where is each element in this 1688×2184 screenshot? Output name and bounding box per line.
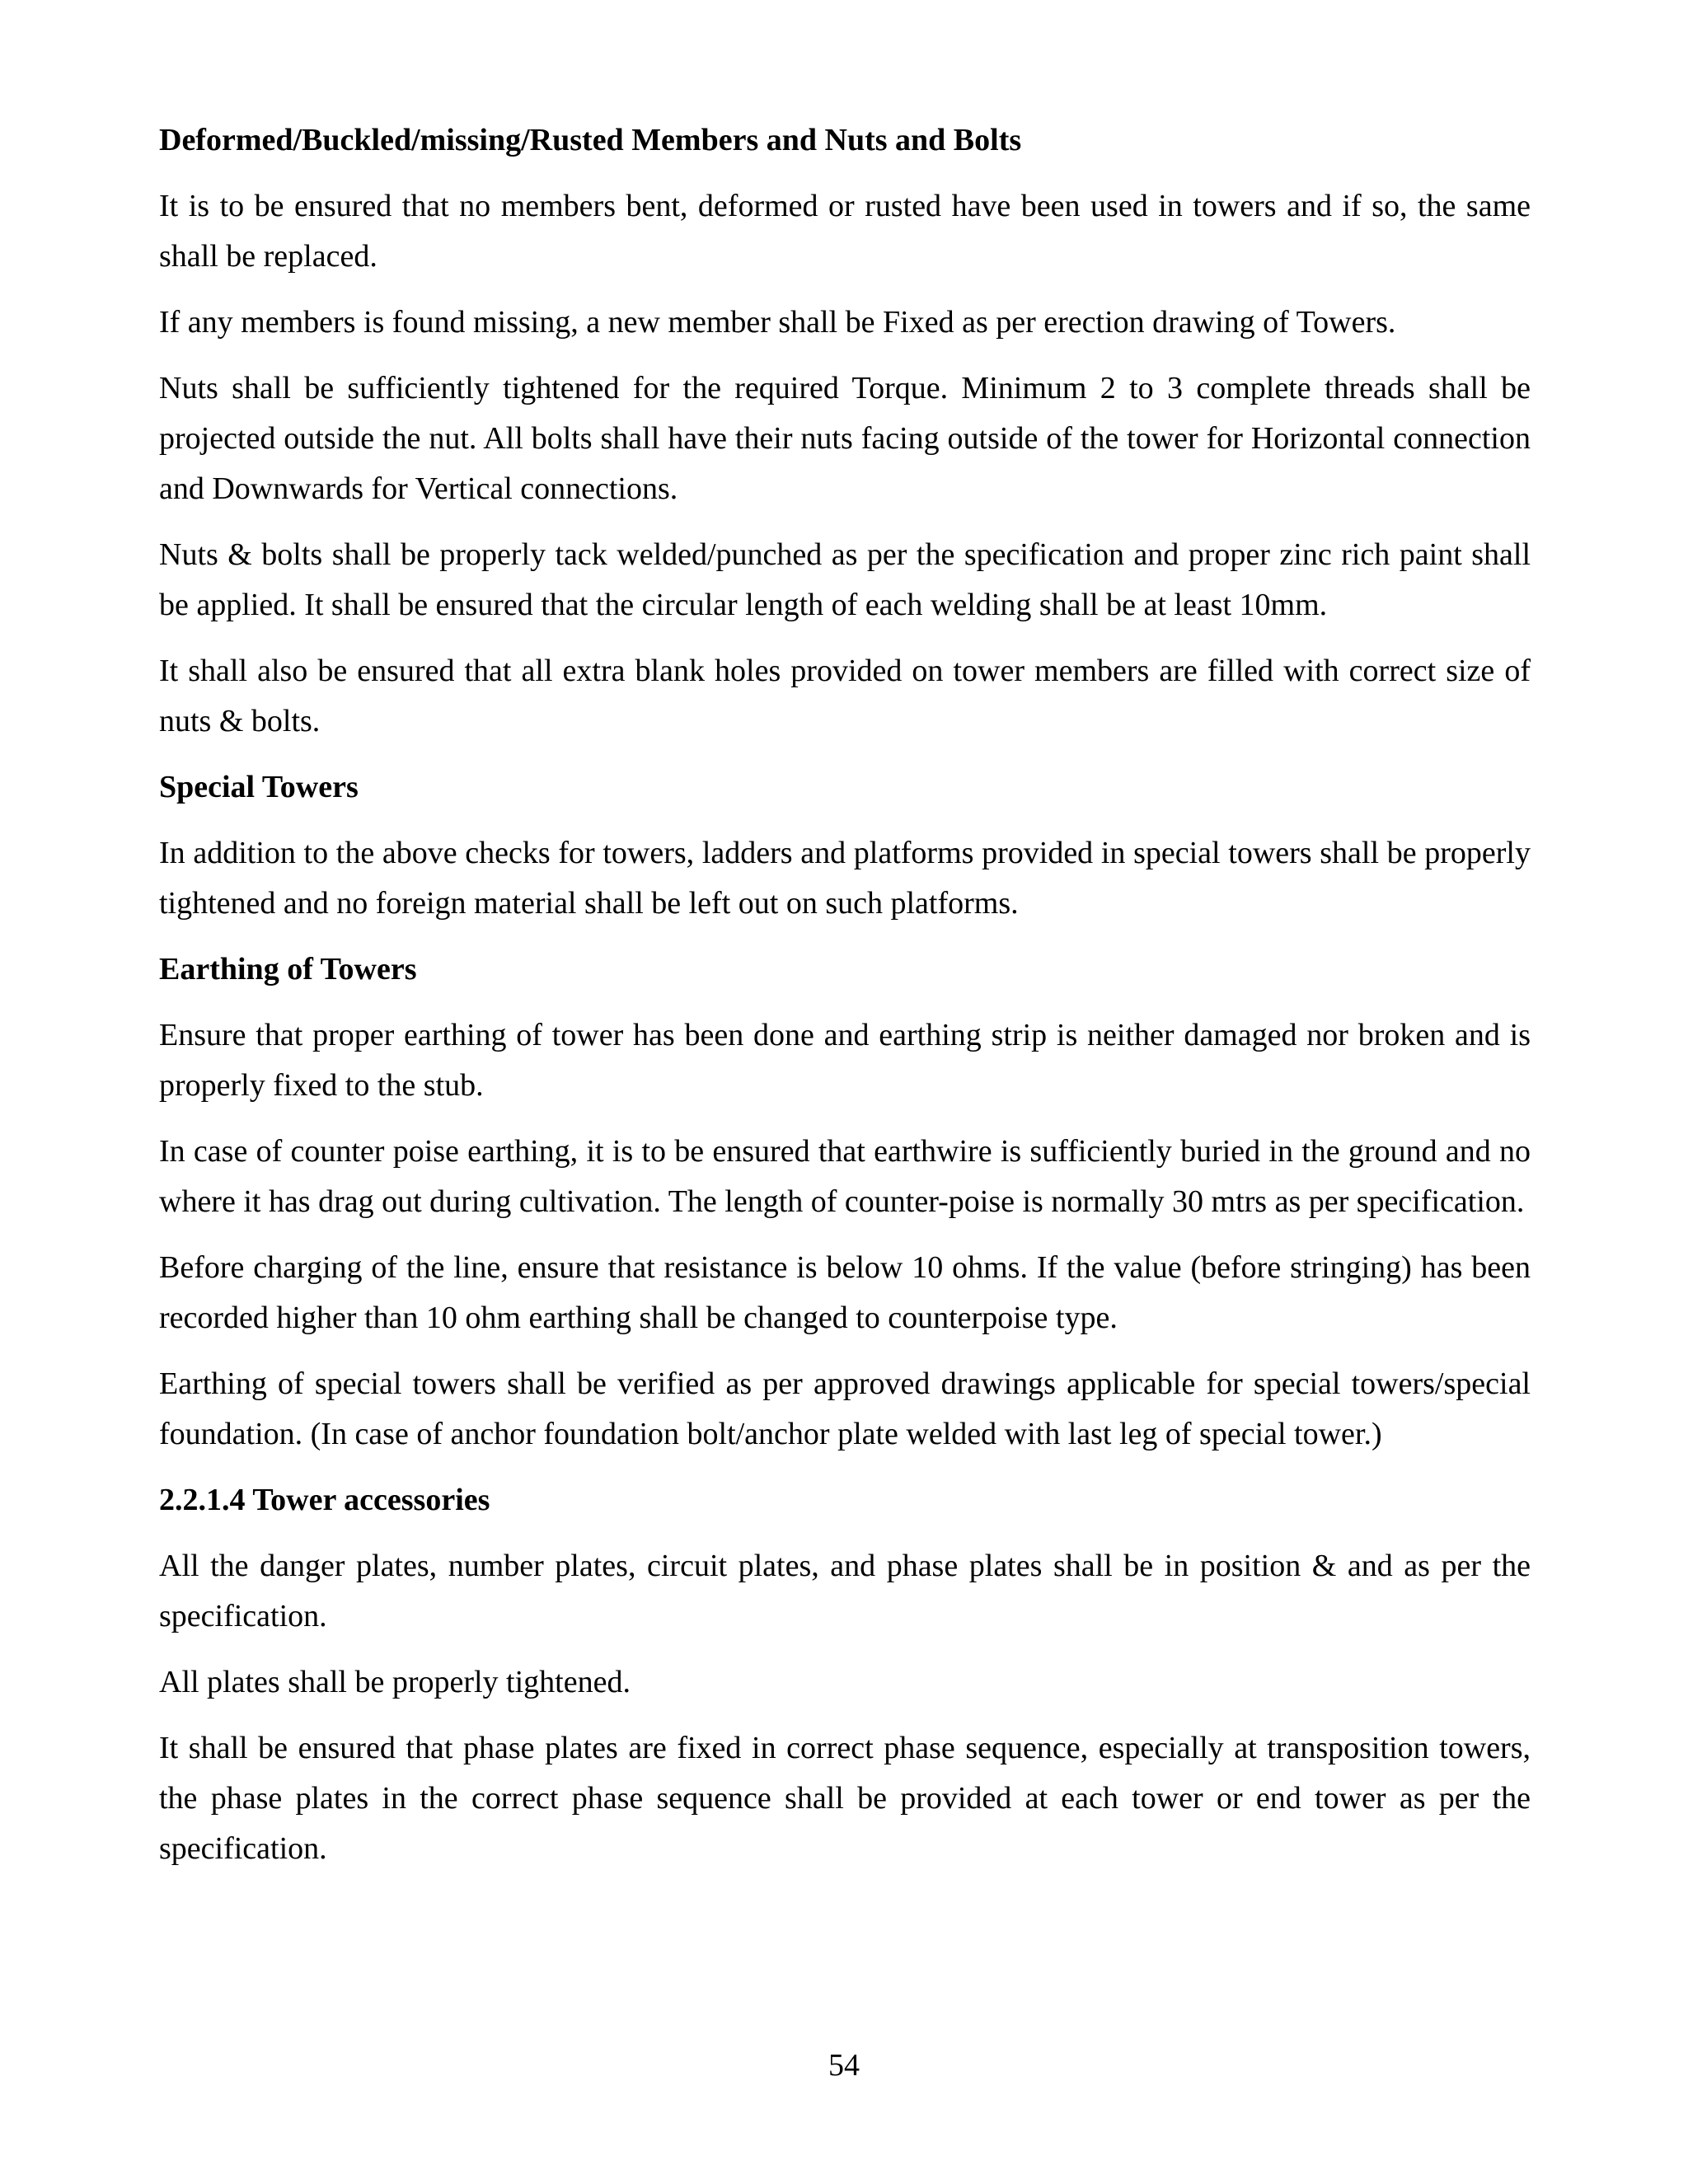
- paragraph: If any members is found missing, a new member shall be Fixed as per erection drawing of Towers.: [159, 305, 1396, 340]
- paragraph: It shall be ensured that phase plates are fixed in correct phase sequence, especially at transposition towers, the phase plates in the correct phase sequence shall be provided at each tower or end tower as per the specification.: [159, 1731, 1531, 1866]
- paragraph: In addition to the above checks for towers, ladders and platforms provided in special towers shall be properly tightened and no foreign material shall be left out on such platforms.: [159, 836, 1531, 921]
- paragraph: It is to be ensured that no members bent, deformed or rusted have been used in towers and if so, the same shall be replaced.: [159, 189, 1531, 274]
- paragraph: It shall also be ensured that all extra blank holes provided on tower members are filled with correct size of nuts & bolts.: [159, 654, 1531, 738]
- paragraph: Earthing of special towers shall be verified as per approved drawings applicable for special towers/special foundation. (In case of anchor foundation bolt/anchor plate welded with last leg of special tower.): [159, 1366, 1531, 1451]
- paragraph: Nuts shall be sufficiently tightened for the required Torque. Minimum 2 to 3 complete threads shall be projected outside the nut. All bolts shall have their nuts facing outside of the tower for Horizontal connection and Downwards for Vertical connections.: [159, 371, 1531, 506]
- section-heading-special-towers: Special Towers: [159, 770, 359, 804]
- section-heading-earthing-of-towers: Earthing of Towers: [159, 952, 417, 987]
- paragraph: Ensure that proper earthing of tower has been done and earthing strip is neither damaged nor broken and is properly fixed to the stub.: [159, 1018, 1531, 1103]
- page-number: 54: [828, 2048, 860, 2083]
- paragraph: Nuts & bolts shall be properly tack welded/punched as per the specification and proper zinc rich paint shall be applied. It shall be ensured that the circular length of each welding shall be at least 10mm.: [159, 537, 1531, 622]
- document-page: [159, 115, 1531, 1890]
- section-heading-tower-accessories: 2.2.1.4 Tower accessories: [159, 1483, 490, 1517]
- section-heading-members-nuts-bolts: Deformed/Buckled/missing/Rusted Members and Nuts and Bolts: [159, 123, 1022, 157]
- paragraph: In case of counter poise earthing, it is to be ensured that earthwire is sufficiently buried in the ground and no where it has drag out during cultivation. The length of counter-poise is normally 30 mtrs as per specification.: [159, 1134, 1531, 1219]
- paragraph: All plates shall be properly tightened.: [159, 1665, 631, 1699]
- paragraph: Before charging of the line, ensure that resistance is below 10 ohms. If the value (before stringing) has been recorded higher than 10 ohm earthing shall be changed to counterpoise type.: [159, 1250, 1531, 1335]
- paragraph: All the danger plates, number plates, circuit plates, and phase plates shall be in position & and as per the specification.: [159, 1549, 1531, 1633]
